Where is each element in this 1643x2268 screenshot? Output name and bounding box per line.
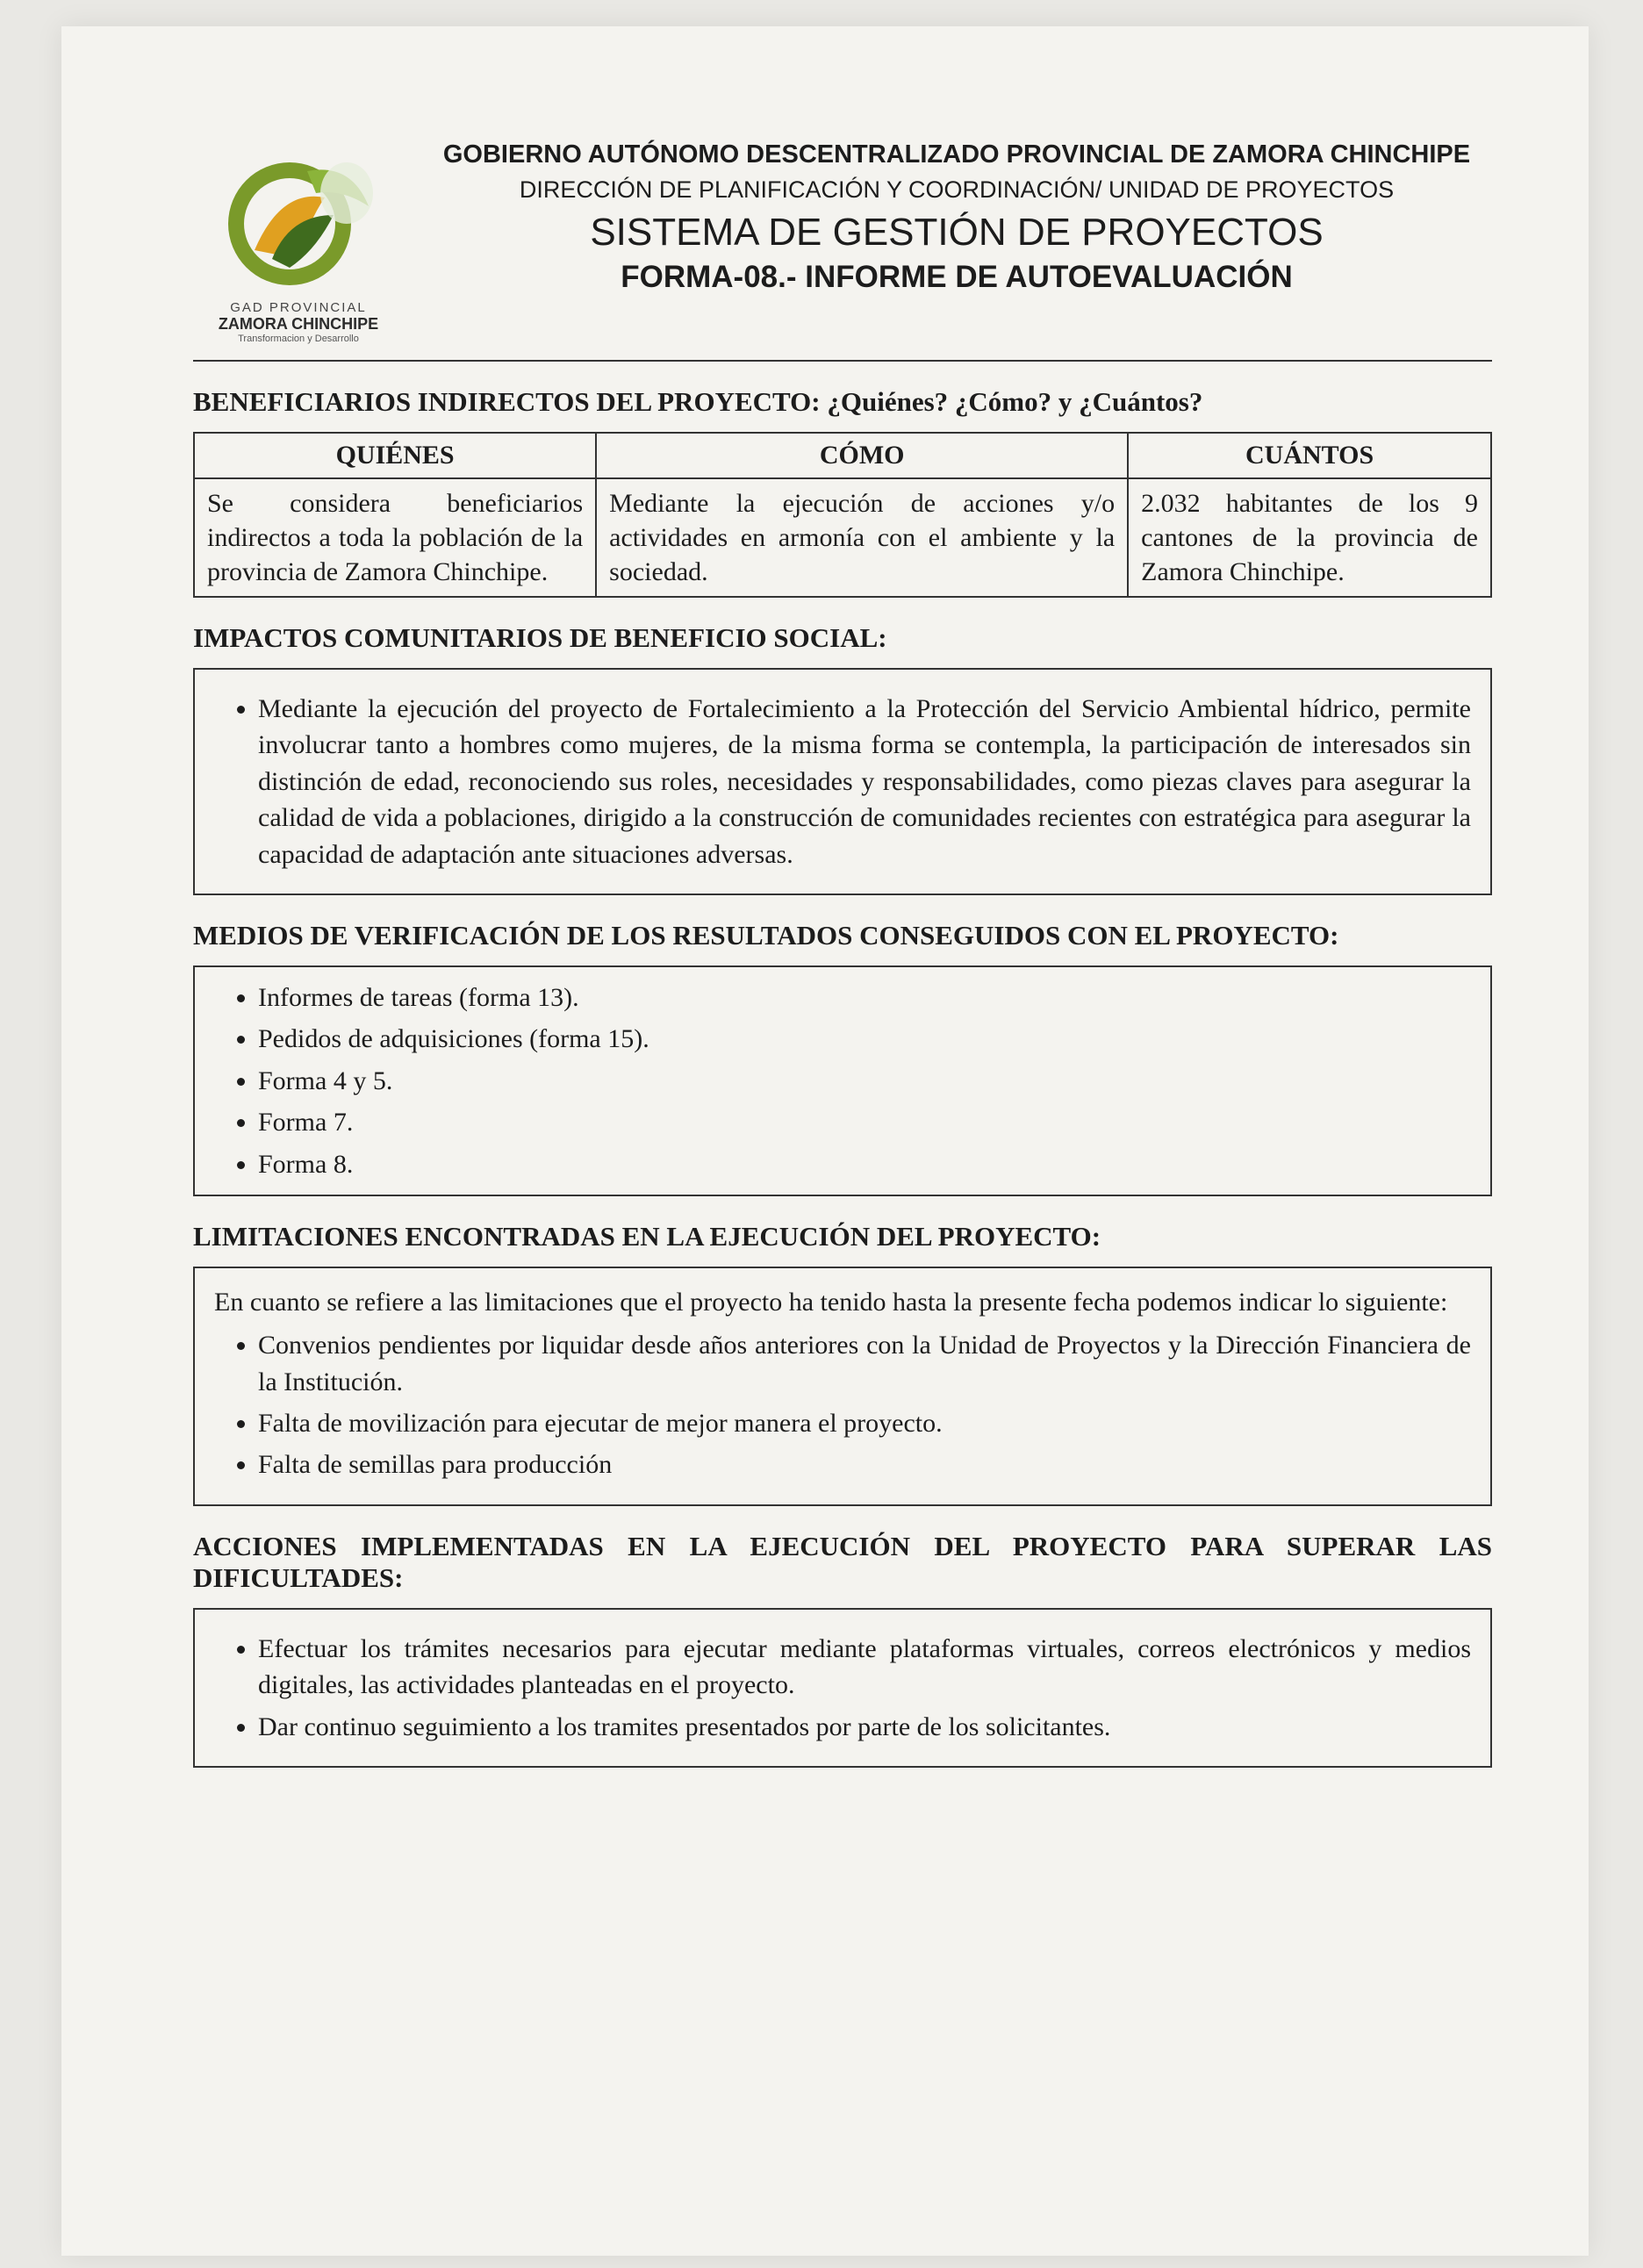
header-line3: SISTEMA DE GESTIÓN DE PROYECTOS (590, 211, 1324, 254)
list-item: • Dar continuo seguimiento a los tramites presentados por parte de los solicitantes. (258, 1709, 1471, 1745)
acciones-box (193, 1608, 1492, 1768)
limitaciones-title: LIMITACIONES ENCONTRADAS EN LA EJECUCIÓN DEL PROYECTO: (193, 1220, 1101, 1252)
list-item: • Falta de movilización para ejecutar de mejor manera el proyecto. (258, 1405, 1471, 1441)
beneficiarios-table (193, 432, 1492, 598)
logo-line2: ZAMORA CHINCHIPE (218, 315, 379, 333)
list-item: • Forma 7. (258, 1104, 1471, 1140)
cell-cuantos: 2.032 habitantes de los 9 cantones de la provincia de Zamora Chinchipe. (1128, 478, 1491, 597)
cell-como: Mediante la ejecución de acciones y/o actividades en armonía con el ambiente y la sociedad. (596, 478, 1128, 597)
list-item: • Pedidos de adquisiciones (forma 15). (258, 1021, 1471, 1057)
logo-line1: GAD PROVINCIAL (230, 300, 367, 315)
form-title: FORMA-08.- INFORME DE AUTOEVALUACIÓN (621, 260, 1293, 294)
impactos-box (193, 668, 1492, 895)
acciones-title: ACCIONES IMPLEMENTADAS EN LA EJECUCIÓN DEL PROYECTO PARA SUPERAR LAS DIFICULTADES: (193, 1530, 1492, 1593)
impactos-title: IMPACTOS COMUNITARIOS DE BENEFICIO SOCIAL: (193, 622, 887, 653)
table-row (194, 478, 1491, 597)
beneficiarios-title: BENEFICIARIOS INDIRECTOS DEL PROYECTO: ¿Quiénes? ¿Cómo? y ¿Cuántos? (193, 386, 1203, 417)
header-line2: DIRECCIÓN DE PLANIFICACIÓN Y COORDINACIÓN/ UNIDAD DE PROYECTOS (519, 176, 1395, 203)
table-header-row (194, 433, 1491, 478)
medios-box (193, 965, 1492, 1196)
document-page (61, 26, 1589, 2256)
acciones-list (214, 1631, 1471, 1745)
medios-title: MEDIOS DE VERIFICACIÓN DE LOS RESULTADOS CONSEGUIDOS CON EL PROYECTO: (193, 919, 1339, 951)
list-item: • Falta de semillas para producción (258, 1446, 1471, 1482)
limitaciones-list (214, 1327, 1471, 1483)
list-item: • Forma 4 y 5. (258, 1063, 1471, 1099)
col-como: CÓMO (596, 433, 1128, 478)
list-item: • Mediante la ejecución del proyecto de Fortalecimiento a la Protección del Servicio Ambiental hídrico, permite involucrar tanto a hombres como mujeres, de la misma forma se contempla, la participación de interesados sin distinción de edad, reconociendo sus roles, necesidades y responsabilidades, como piezas claves para asegurar la calidad de vida a poblaciones, dirigido a la construcción de comunidades recientes con estratégica para asegurar la capacidad de adaptación ante situaciones adversas. (258, 691, 1471, 872)
document-content (193, 132, 1492, 1768)
limitaciones-intro: En cuanto se refiere a las limitaciones que el proyecto ha tenido hasta la presente fecha podemos indicar lo siguiente: (214, 1287, 1448, 1317)
cell-quienes: Se considera beneficiarios indirectos a toda la población de la provincia de Zamora Chinchipe. (194, 478, 596, 597)
limitaciones-box (193, 1267, 1492, 1506)
document-header (193, 132, 1492, 362)
list-item: • Convenios pendientes por liquidar desde años anteriores con la Unidad de Proyectos y la Dirección Financiera de la Institución. (258, 1327, 1471, 1400)
list-item: • Informes de tareas (forma 13). (258, 980, 1471, 1016)
header-text (421, 140, 1492, 295)
header-line1: GOBIERNO AUTÓNOMO DESCENTRALIZADO PROVINCIAL DE ZAMORA CHINCHIPE (442, 140, 1471, 169)
logo-text (193, 300, 404, 344)
list-item: • Efectuar los trámites necesarios para ejecutar mediante plataformas virtuales, correos electrónicos y medios digitales, las actividades planteadas en el proyecto. (258, 1631, 1471, 1704)
logo-line3: Transformacion y Desarrollo (238, 334, 359, 344)
medios-list (214, 980, 1471, 1182)
impactos-list (214, 691, 1471, 872)
col-cuantos: CUÁNTOS (1128, 433, 1491, 478)
list-item: • Forma 8. (258, 1146, 1471, 1182)
col-quienes: QUIÉNES (194, 433, 596, 478)
